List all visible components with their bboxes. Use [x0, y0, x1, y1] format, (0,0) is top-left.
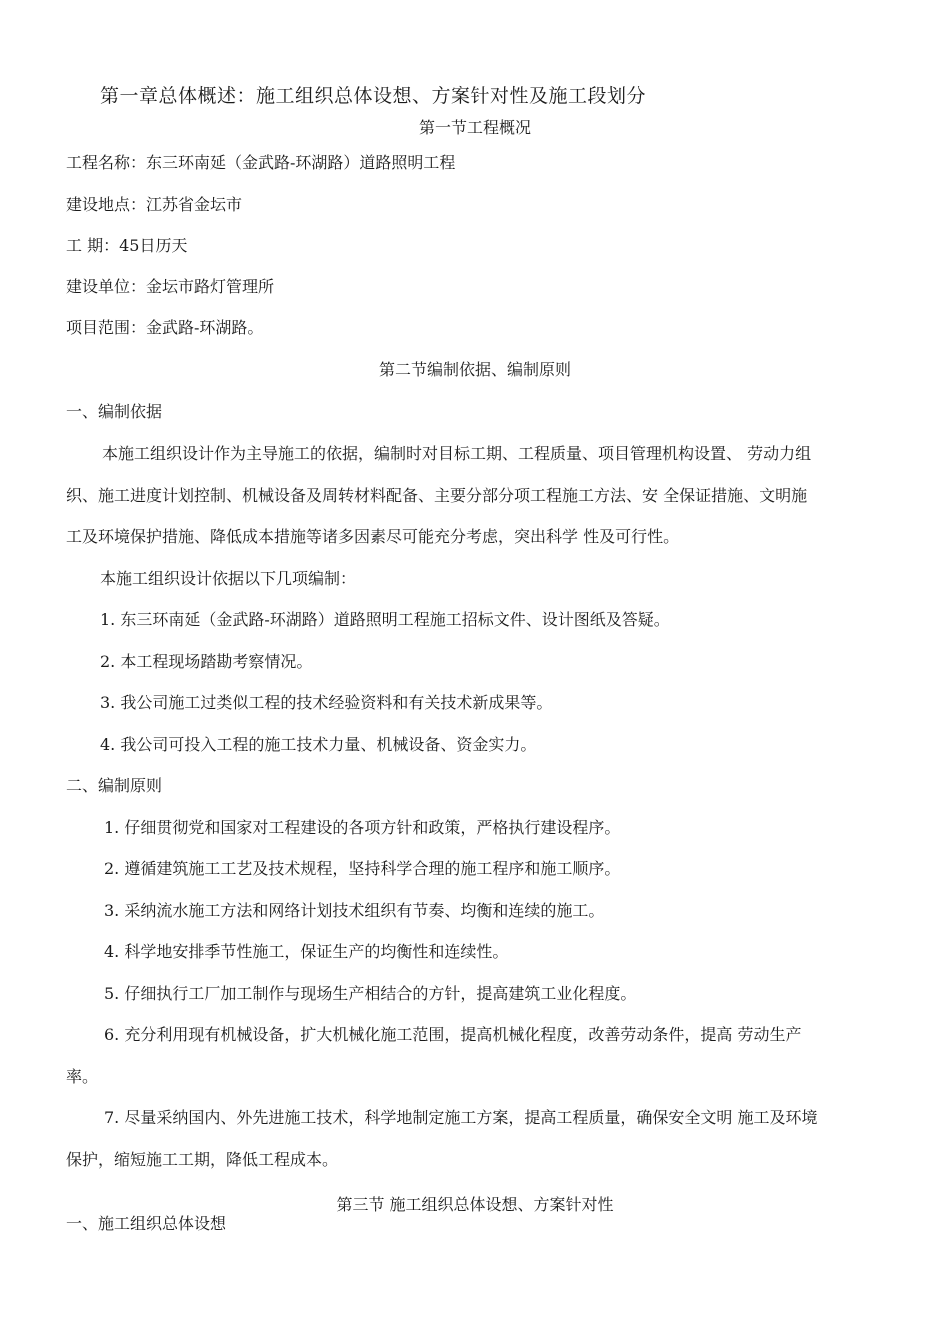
project-duration: 工 期：45日历天 — [66, 236, 188, 255]
principle-item: 4. 科学地安排季节性施工，保证生产的均衡性和连续性。 — [104, 942, 509, 961]
basis-item: 2. 本工程现场踏勘考察情况。 — [100, 652, 313, 671]
section3-subheading: 一、施工组织总体设想 — [66, 1214, 227, 1233]
principle-heading: 二、编制原则 — [66, 776, 163, 795]
principle-item-6-line: 6. 充分利用现有机械设备，扩大机械化施工范围，提高机械化程度，改善劳动条件，提高 劳动生产 — [104, 1025, 802, 1044]
principle-item-7-line: 保护，缩短施工工期，降低工程成本。 — [66, 1150, 339, 1169]
principle-item: 5. 仔细执行工厂加工制作与现场生产相结合的方针，提高建筑工业化程度。 — [104, 984, 637, 1003]
principle-item-7-line: 7. 尽量采纳国内、外先进施工技术，科学地制定施工方案，提高工程质量，确保安全文明 施工及环境 — [104, 1108, 818, 1127]
basis-item: 3. 我公司施工过类似工程的技术经验资料和有关技术新成果等。 — [100, 693, 553, 712]
principle-item: 3. 采纳流水施工方法和网络计划技术组织有节奏、均衡和连续的施工。 — [104, 901, 605, 920]
project-scope: 项目范围：金武路-环湖路。 — [66, 318, 264, 337]
chapter-title: 第一章总体概述：施工组织总体设想、方案针对性及施工段划分 — [100, 85, 647, 107]
intro-paragraph-line: 本施工组织设计作为主导施工的依据，编制时对目标工期、工程质量、项目管理机构设置、 劳动力组 — [102, 444, 812, 463]
section2-title: 第二节编制依据、编制原则 — [378, 360, 571, 379]
basis-heading: 一、编制依据 — [66, 402, 163, 421]
principle-item-6-line: 率。 — [66, 1067, 99, 1086]
project-owner: 建设单位：金坛市路灯管理所 — [66, 277, 275, 296]
basis-item: 1. 东三环南延（金武路-环湖路）道路照明工程施工招标文件、设计图纸及答疑。 — [100, 610, 670, 629]
principle-item: 2. 遵循建筑施工工艺及技术规程，坚持科学合理的施工程序和施工顺序。 — [104, 859, 621, 878]
project-name: 工程名称：东三环南延（金武路-环湖路）道路照明工程 — [66, 153, 456, 172]
intro-paragraph-line: 织、施工进度计划控制、机械设备及周转材料配备、主要分部分项工程施工方法、安 全保证措施、文明施 — [66, 486, 808, 505]
basis-lead: 本施工组织设计依据以下几项编制： — [100, 569, 357, 588]
basis-item: 4. 我公司可投入工程的施工技术力量、机械设备、资金实力。 — [100, 735, 537, 754]
project-location: 建设地点：江苏省金坛市 — [66, 195, 243, 214]
section1-title: 第一节工程概况 — [418, 118, 531, 137]
principle-item: 1. 仔细贯彻党和国家对工程建设的各项方针和政策，严格执行建设程序。 — [104, 818, 621, 837]
section3-title: 第三节 施工组织总体设想、方案针对性 — [336, 1195, 614, 1214]
intro-paragraph-line: 工及环境保护措施、降低成本措施等诸多因素尽可能充分考虑，突出科学 性及可行性。 — [66, 527, 680, 546]
